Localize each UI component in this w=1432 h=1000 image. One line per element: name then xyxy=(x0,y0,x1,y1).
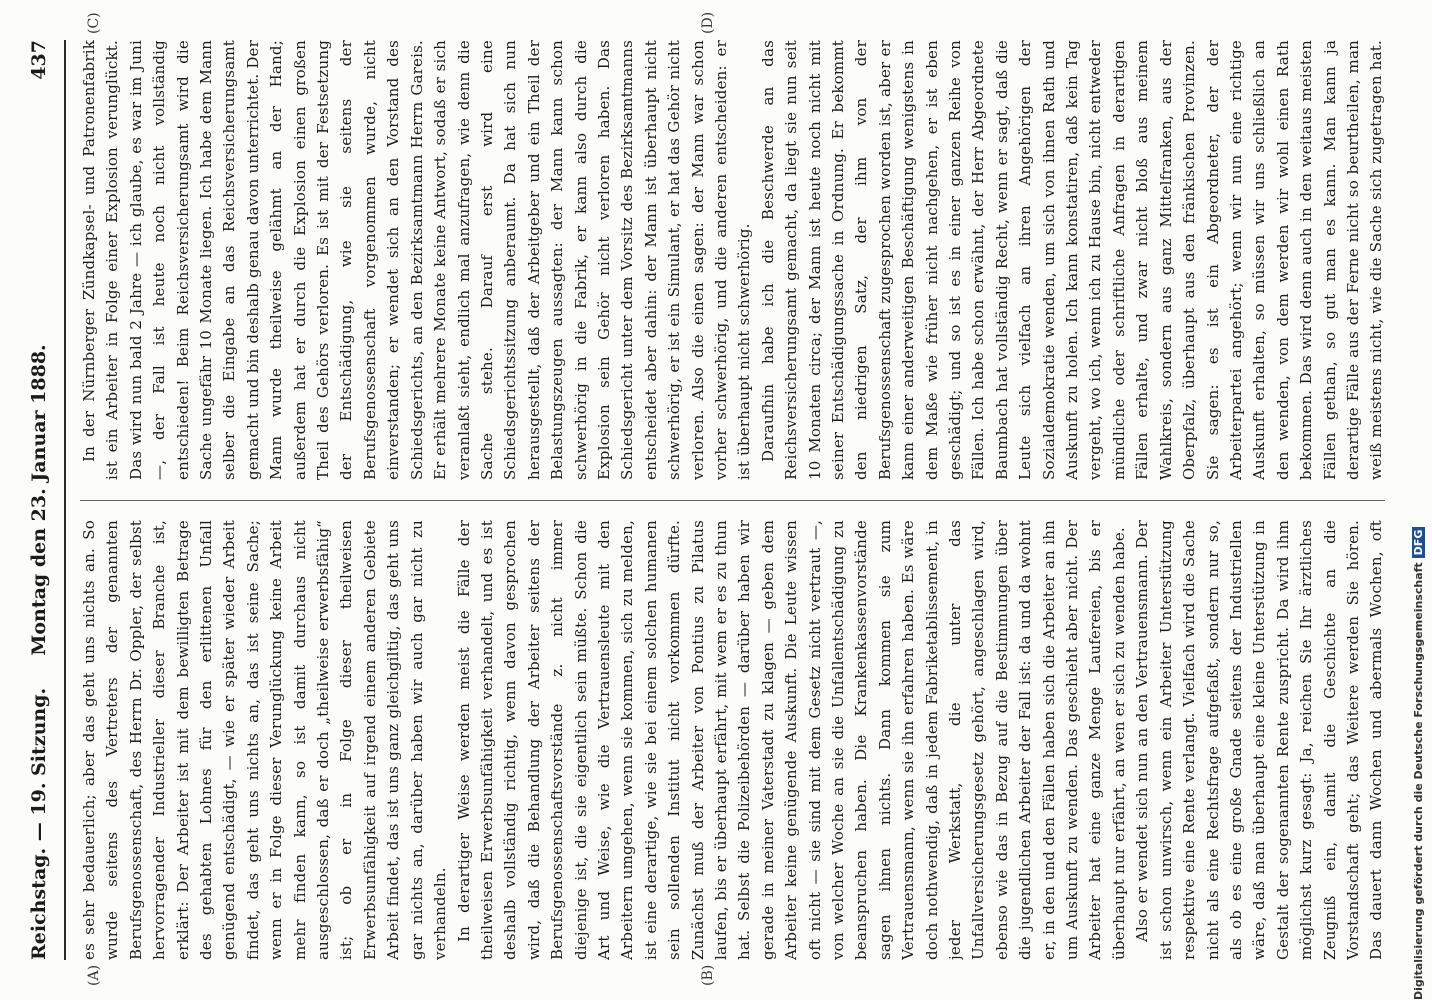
dfg-logo: DFG xyxy=(1412,527,1425,559)
column-divider xyxy=(80,500,1385,501)
left-column xyxy=(78,520,1388,960)
margin-marker-b: (B) xyxy=(700,964,716,986)
page-header xyxy=(20,40,60,960)
paragraph: Also er wendet sich nun an den Vertrauensmann. Der ist schon unwirsch, wenn ein Arbeiter Unterstützung respektive eine Rente verlangt. Vielfach wird die Sache nicht als eine Rechtsfrage aufgefaßt, sondern nur so, als ob es eine große Gnade seitens der Industriellen wäre, daß man überhaupt eine kleine Unterstützung in Gestalt der sogenannten Rente zuspricht. Da wird ihm möglichst kurz gesagt: Ja, reichen Sie Ihr ärztliches Zeugniß ein, damit die Geschichte an die Vorstandschaft geht; das Weitere werden Sie hören. Das dauert dann Wochen und abermals Wochen, oft xyxy=(1133,520,1386,960)
page-number: 437 xyxy=(28,40,50,80)
margin-marker-d: (D) xyxy=(700,11,716,34)
credit-text: Digitalisierung gefördert durch die Deutsche Forschungsgemeinschaft xyxy=(1412,562,1425,1000)
paragraph: es sehr bedauerlich; aber das geht uns nichts an. So wurde seitens des Vertreters der genannten Berufsgenossenschaft, des Herrn Dr. Oppler, der selbst hervorragender Industrieller dieser Branche ist, erklärt: Der Arbeiter ist mit dem bewilligten Betrage des gehabten Lohnes für den erlittenen Unfall genügend entschädigt, — wie er später wieder Arbeit findet, das geht uns nichts an, das ist seine Sache; wenn er in Folge dieser Verunglückung keine Arbeit mehr finden kann, so ist damit durchaus nicht ausgeschlossen, daß er doch „theilweise erwerbsfähig“ ist; ob er in Folge dieser theilweisen Erwerbsunfähigkeit auf irgend einem anderen Gebiete Arbeit findet, das ist uns ganz gleichgiltig, das geht uns gar nichts an, darüber haben wir auch gar nicht zu verhandeln. xyxy=(80,520,450,960)
margin-marker-a: (A) xyxy=(86,964,102,986)
paragraph: Daraufhin habe ich die Beschwerde an das Reichsversicherungsamt gemacht, da liegt sie nun seit 10 Monaten circa; der Mann ist heute noch nicht mit seiner Entschädigungssache in Ordnung. Er bekommt den niedrigen Satz, der ihm von der Berufsgenossenschaft zugesprochen worden ist, aber er kann einer anderweitigen Beschäftigung wenigstens in dem Maße wie früher nicht nachgehen, er ist eben geschädigt; und so ist es in einer ganzen Reihe von Fällen. Ich habe schon erwähnt, der Herr Abgeordnete Baumbach hat vollständig Recht, wenn er sagt, daß die Leute sich vielfach an ihren Angehörigen der Sozialdemokratie wenden, um sich von ihnen Rath und Auskunft zu holen. Ich kann konstatiren, daß kein Tag vergeht, wo ich, wenn ich zu Hause bin, nicht entweder mündliche oder schriftliche Anfragen in derartigen Fällen erhalte, und zwar nicht bloß aus meinem Wahlkreis, sondern aus ganz Mittelfranken, aus der Oberpfalz, überhaupt aus den fränkischen Provinzen. Sie sagen: es ist ein Abgeordneter, der der Arbeiterpartei angehört; wenn wir nun eine richtige Auskunft erhalten, so müssen wir uns schließlich an den wenden, von dem werden wir wohl einen Rath bekommen. Das wird denn auch in den weitaus meisten Fällen gethan, so gut man es kann. Man kann ja derartige Fälle aus der Ferne nicht so beurtheilen, man weiß meistens nicht, wie die Sache sich zugetragen hat. xyxy=(758,40,1386,480)
paragraph: In derartiger Weise werden meist die Fälle der theilweisen Erwerbsunfähigkeit verhandelt, und es ist deshalb vollständig richtig, wenn davon gesprochen wird, daß die Behandlung der Arbeiter seitens der Berufsgenossenschaftsvorstände z. nicht immer diejenige ist, die sie eigentlich sein müßte. Schon die Art und Weise, wie die Vertrauensleute mit den Arbeitern umgehen, wenn sie kommen, sich zu melden, ist eine derartige, wie sie bei einem solchen humanen sein sollenden Institut nicht vorkommen dürfte. Zunächst muß der Arbeiter von Pontius zu Pilatus laufen, bis er überhaupt erfährt, mit wem er es zu thun hat. Selbst die Polizeibehörden — darüber haben wir gerade in meiner Vaterstadt zu klagen — geben dem Arbeiter keine genügende Auskunft. Die Leute wissen oft nicht — sie sind mit dem Gesetz nicht vertraut —, von welcher Woche an sie die Unfallentschädigung zu beanspruchen haben. Die Krankenkassenvorstände sagen ihnen nichts. Dann kommen sie zum Vertrauensmann, wenn sie ihn erfahren haben. Es wäre doch nothwendig, daß in jedem Fabriketablissement, in jeder Werkstatt, die unter das Unfallversicherungsgesetz gehört, angeschlagen wird, ebenso wie das in Bezug auf die Bestimmungen über die jugendlichen Arbeiter der Fall ist: da und da wohnt er, in den und den Fällen haben sich die Arbeiter an ihn um Auskunft zu wenden. Das geschieht aber nicht. Der Arbeiter hat eine ganze Menge Laufereien, bis er überhaupt nur erfährt, an wen er sich zu wenden habe. xyxy=(454,520,1128,960)
header-rule xyxy=(64,40,66,960)
margin-marker-c: (C) xyxy=(86,12,102,34)
header-date: Montag den 23. Januar 1888. xyxy=(28,344,50,656)
right-column xyxy=(78,40,1388,480)
header-title: Reichstag. — 19. Sitzung. xyxy=(28,687,50,960)
paragraph: In der Nürnberger Zündkapsel- und Patronenfabrik ist ein Arbeiter in Folge einer Explosion verunglückt. Das wird nun bald 2 Jahre — ich glaube, es war im Juni —, der Fall ist heute noch nicht vollständig entschieden! Beim Reichsversicherungsamt wird die Sache ungefähr 10 Monate liegen. Ich habe dem Mann selber die Eingabe an das Reichsversicherungsamt gemacht und bin deshalb genau davon unterrichtet. Der Mann wurde theilweise gelähmt an der Hand; außerdem hat er durch die Explosion einen großen Theil des Gehörs verloren. Es ist mit der Festsetzung der Entschädigung, wie sie seitens der Berufsgenossenschaft vorgenommen wurde, nicht einverstanden; er wendet sich an den Vorstand des Schiedsgerichts, an den Bezirksamtmann Herrn Gareis. Er erhält mehrere Monate keine Antwort, sodaß er sich veranlaßt sieht, endlich mal anzufragen, wie denn die Sache stehe. Darauf erst wird eine Schiedsgerichtssitzung anberaumt. Da hat sich nun herausgestellt, daß der Arbeitgeber und ein Theil der Belastungszeugen aussagten: der Mann kann schon schwerhörig in die Fabrik, er kann also durch die Explosion sein Gehör nicht verloren haben. Das Schiedsgericht unter dem Vorsitz des Bezirksamtmanns entscheidet aber dahin: der Mann ist überhaupt nicht schwerhörig, er ist ein Simulant, er hat das Gehör nicht verloren. Also die einen sagen: der Mann war schon vorher schwerhörig, und die anderen entscheiden: er ist überhaupt nicht schwerhörig. xyxy=(80,40,754,480)
digitization-credit xyxy=(1412,0,1432,1000)
